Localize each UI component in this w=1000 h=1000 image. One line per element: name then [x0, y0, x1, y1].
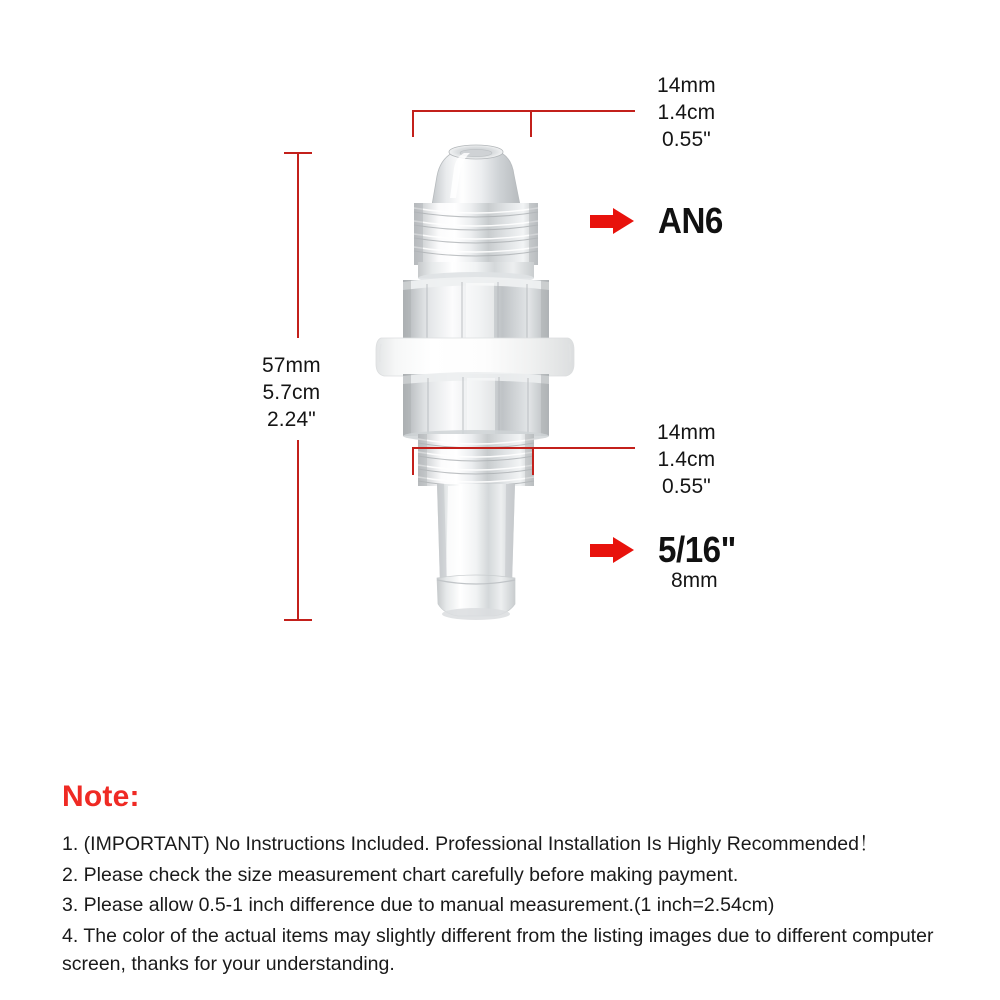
lower-width-inch: 0.55" [661, 475, 711, 498]
top-width-tick-left [412, 110, 414, 137]
length-dimension-line-lower [297, 440, 299, 620]
lower-hex-right-shade [541, 374, 549, 436]
top-thread-right-shade [529, 203, 538, 265]
barb-bottom-edge [442, 608, 510, 620]
length-tick-top [284, 152, 312, 154]
total-length-label [262, 352, 321, 433]
tube-right-shade [505, 484, 515, 584]
hex-highlight [466, 283, 494, 340]
callout-bottom-label: 5/16" [658, 529, 736, 570]
lower-thread-left-shade [418, 434, 427, 486]
lower-width-dimension-line [412, 447, 635, 449]
note-title: Note: [62, 780, 140, 813]
hex-right-shade [541, 280, 549, 340]
fitting-body [376, 145, 574, 620]
top-width-mm: 14mm [657, 74, 716, 97]
right-arrow-icon [590, 208, 634, 234]
top-width-dimension-line [412, 110, 635, 112]
note-section [62, 780, 962, 981]
lower-width-tick-left [412, 447, 414, 475]
note-line-3: 3. Please allow 0.5-1 inch difference due to manual measurement.(1 inch=2.54cm) [62, 894, 775, 916]
lower-width-label [657, 419, 716, 500]
white-washer [376, 338, 574, 376]
top-width-tick-right [530, 110, 532, 137]
lower-width-mm: 14mm [657, 421, 716, 444]
top-width-label [657, 72, 716, 153]
total-length-mm: 57mm [262, 354, 321, 377]
total-length-inch: 2.24" [266, 408, 316, 431]
top-width-cm: 1.4cm [657, 101, 716, 124]
hex-left-shade [403, 280, 411, 340]
top-thread-left-shade [414, 203, 423, 265]
callout-top-label: AN6 [658, 200, 723, 241]
callout-bottom-barb-size [590, 529, 743, 571]
length-tick-bottom [284, 619, 312, 621]
callout-bottom-sublabel: 8mm [671, 569, 718, 592]
lower-width-tick-right [532, 447, 534, 475]
lower-width-cm: 1.4cm [657, 448, 716, 471]
top-width-inch: 0.55" [661, 128, 711, 151]
lower-hex-left-shade [403, 374, 411, 436]
length-dimension-line-upper [297, 152, 299, 338]
note-line-2: 2. Please check the size measurement chart carefully before making payment. [62, 863, 739, 886]
note-line-1: 1. (IMPORTANT) No Instructions Included. Professional Installation Is Highly Recommended！ [62, 833, 879, 855]
total-length-cm: 5.7cm [262, 381, 321, 404]
callout-top-thread-size [590, 200, 729, 242]
lower-hex-highlight [467, 378, 495, 436]
note-line-4: 4. The color of the actual items may slightly different from the listing images due to different computer screen, thanks for your understanding. [62, 924, 934, 975]
right-arrow-icon [590, 537, 634, 563]
